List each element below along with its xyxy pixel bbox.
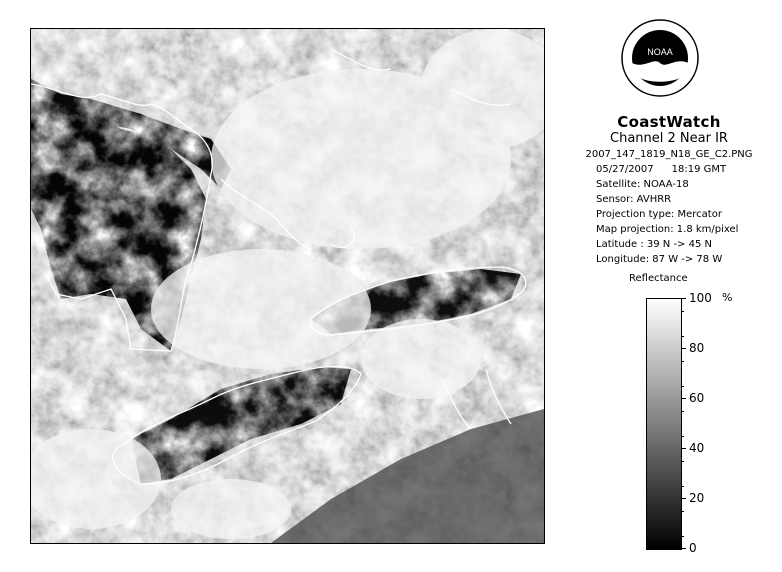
satellite-image [30, 28, 545, 544]
reflectance-colorbar [646, 298, 682, 550]
colorbar-tick-label: 20 [689, 491, 705, 505]
satellite-row: Satellite: NOAA-18 [596, 179, 689, 190]
product-title: CoastWatch [617, 113, 721, 131]
metadata-list [556, 162, 782, 267]
longitude-row: Longitude: 87 W -> 78 W [596, 254, 723, 265]
noaa-logo-icon [619, 17, 701, 109]
channel-subtitle: Channel 2 Near IR [610, 131, 728, 146]
colorbar-tick-label: 0 [689, 541, 697, 555]
colorbar-minor-tick [681, 486, 684, 487]
colorbar-minor-tick [681, 386, 684, 387]
colorbar-minor-tick [681, 361, 684, 362]
logo-text: NOAA [647, 47, 673, 57]
colorbar-tick [681, 348, 686, 349]
colorbar-minor-tick [681, 336, 684, 337]
colorbar-unit: % [722, 291, 733, 304]
colorbar-minor-tick [681, 536, 684, 537]
map-projection-row: Map projection: 1.8 km/pixel [596, 224, 739, 235]
colorbar-minor-tick [681, 461, 684, 462]
colorbar-tick [681, 498, 686, 499]
colorbar-tick [681, 298, 686, 299]
date-value: 05/27/2007 [596, 164, 654, 175]
datetime-row [596, 162, 782, 177]
colorbar-tick [681, 448, 686, 449]
file-name: 2007_147_1819_N18_GE_C2.PNG [585, 149, 753, 160]
colorbar-minor-tick [681, 311, 684, 312]
colorbar-tick [681, 398, 686, 399]
satellite-map [31, 29, 544, 543]
colorbar-tick [681, 548, 686, 549]
sensor-row: Sensor: AVHRR [596, 194, 672, 205]
colorbar-tick-label: 60 [689, 391, 705, 405]
colorbar-tick-label: 80 [689, 341, 705, 355]
colorbar-label: Reflectance [629, 273, 688, 284]
colorbar-minor-tick [681, 511, 684, 512]
projection-type-row: Projection type: Mercator [596, 209, 722, 220]
colorbar-minor-tick [681, 411, 684, 412]
colorbar-minor-tick [681, 436, 684, 437]
time-value: 18:19 GMT [671, 164, 727, 175]
info-panel [556, 113, 782, 267]
colorbar-tick-label: 40 [689, 441, 705, 455]
latitude-row: Latitude : 39 N -> 45 N [596, 239, 712, 250]
colorbar-tick-label: 100 [689, 291, 712, 305]
